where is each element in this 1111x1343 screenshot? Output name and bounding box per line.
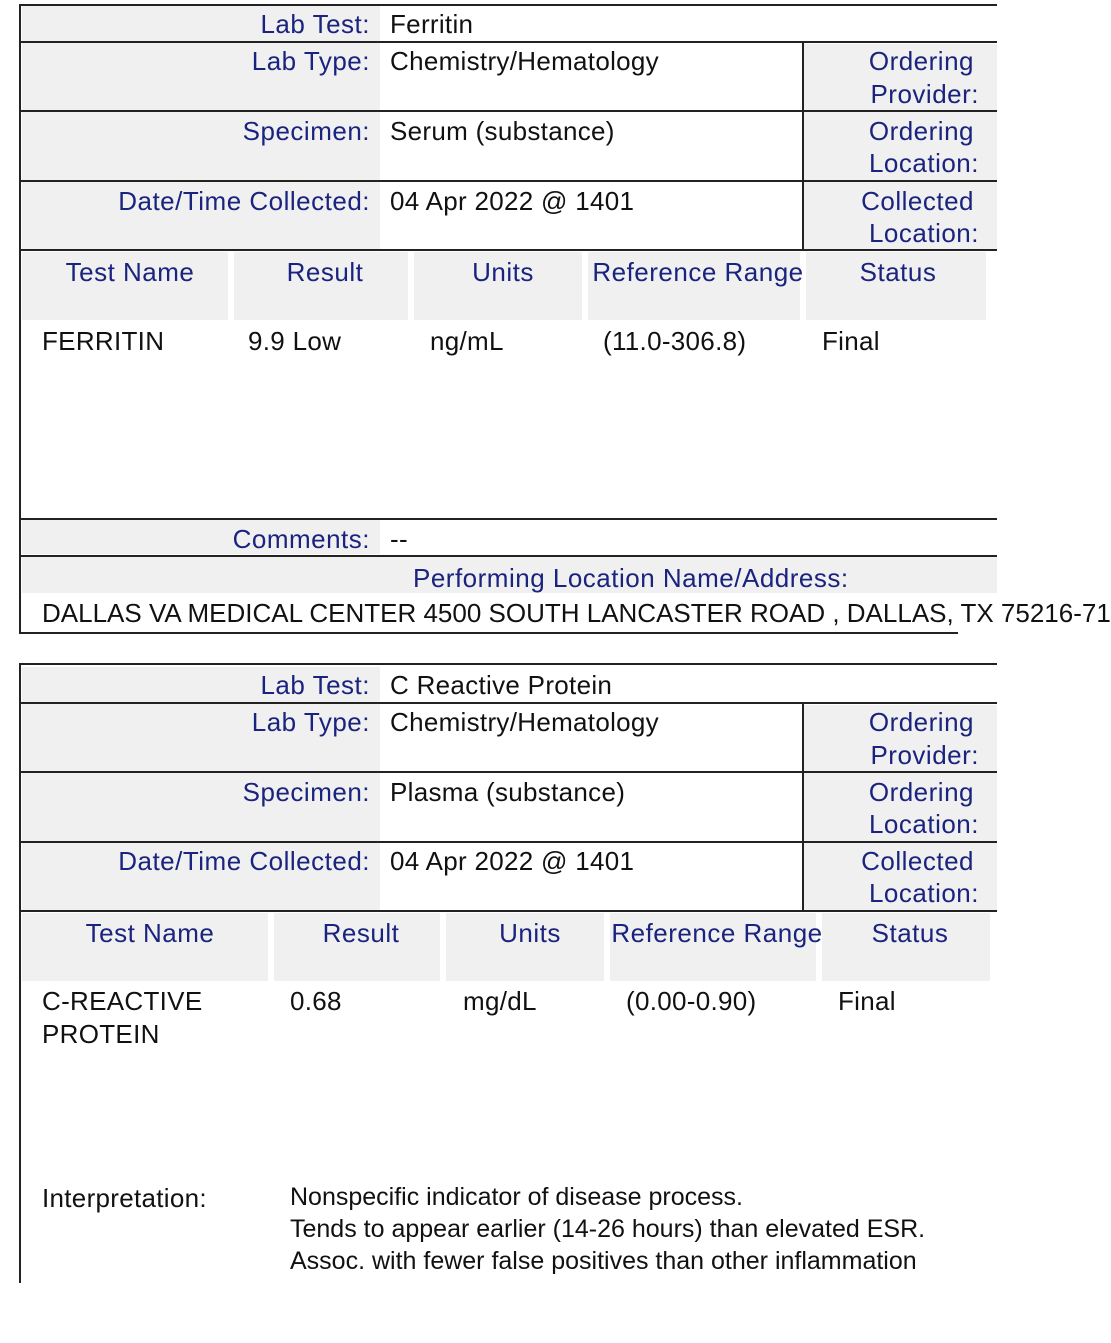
lab-test-value: Ferritin — [390, 9, 474, 39]
lab-test-label: Lab Test: — [260, 9, 370, 39]
result-test-name: C-REACTIVE — [42, 986, 203, 1016]
result-value: 9.9 Low — [248, 326, 342, 356]
result-value: 0.68 — [290, 986, 342, 1016]
performing-location-label: Performing Location Name/Address: — [413, 563, 849, 593]
col-result: Result — [286, 257, 364, 287]
lab-test-value: C Reactive Protein — [390, 670, 613, 700]
result-status: Final — [822, 326, 880, 356]
result-test-name: FERRITIN — [42, 326, 165, 356]
specimen-value: Plasma (substance) — [390, 777, 626, 807]
collected-location-label-2: Location: — [868, 878, 979, 908]
lab-type-label: Lab Type: — [251, 707, 370, 737]
date-collected-label: Date/Time Collected: — [118, 186, 370, 216]
col-reference-range: Reference Range — [611, 918, 823, 948]
ordering-location-label-2: Location: — [868, 809, 979, 839]
date-collected-value: 04 Apr 2022 @ 1401 — [390, 186, 635, 216]
collected-location-label: Collected — [861, 846, 974, 876]
lab-test-label: Lab Test: — [260, 670, 370, 700]
result-test-name-line2: PROTEIN — [42, 1019, 160, 1049]
collected-location-label-2: Location: — [868, 218, 979, 248]
lab-type-label: Lab Type: — [251, 46, 370, 76]
result-reference-range: (0.00-0.90) — [626, 986, 757, 1016]
comments-label: Comments: — [232, 524, 370, 554]
specimen-label: Specimen: — [242, 116, 370, 146]
result-status: Final — [838, 986, 896, 1016]
ordering-provider-label: Ordering — [868, 707, 974, 737]
performing-location-address: DALLAS VA MEDICAL CENTER 4500 SOUTH LANCASTER ROAD , DALLAS, TX 75216-71 — [42, 598, 1111, 628]
ordering-provider-label: Ordering — [868, 46, 974, 76]
col-reference-range: Reference Range — [592, 257, 804, 287]
ordering-location-label: Ordering — [868, 777, 974, 807]
interpretation-line-1: Nonspecific indicator of disease process. — [290, 1183, 744, 1211]
date-collected-label: Date/Time Collected: — [118, 846, 370, 876]
col-status: Status — [871, 918, 949, 948]
col-result: Result — [322, 918, 400, 948]
collected-location-label: Collected — [861, 186, 974, 216]
result-reference-range: (11.0-306.8) — [603, 326, 747, 356]
interpretation-label: Interpretation: — [42, 1183, 207, 1213]
lab-type-value: Chemistry/Hematology — [390, 707, 659, 737]
col-status: Status — [859, 257, 937, 287]
ordering-location-label: Ordering — [868, 116, 974, 146]
col-test-name: Test Name — [85, 918, 215, 948]
interpretation-line-2: Tends to appear earlier (14-26 hours) than elevated ESR. — [290, 1215, 926, 1243]
date-collected-value: 04 Apr 2022 @ 1401 — [390, 846, 635, 876]
ordering-location-label-2: Location: — [868, 148, 979, 178]
result-units: mg/dL — [463, 986, 537, 1016]
ordering-provider-label-2: Provider: — [870, 79, 979, 109]
col-units: Units — [499, 918, 561, 948]
col-units: Units — [472, 257, 534, 287]
lab-type-value: Chemistry/Hematology — [390, 46, 659, 76]
col-test-name: Test Name — [65, 257, 195, 287]
ordering-provider-label-2: Provider: — [870, 740, 979, 770]
specimen-label: Specimen: — [242, 777, 370, 807]
interpretation-line-3: Assoc. with fewer false positives than other inflammation — [290, 1247, 917, 1275]
result-units: ng/mL — [430, 326, 504, 356]
comments-value: -- — [390, 524, 408, 554]
specimen-value: Serum (substance) — [390, 116, 615, 146]
